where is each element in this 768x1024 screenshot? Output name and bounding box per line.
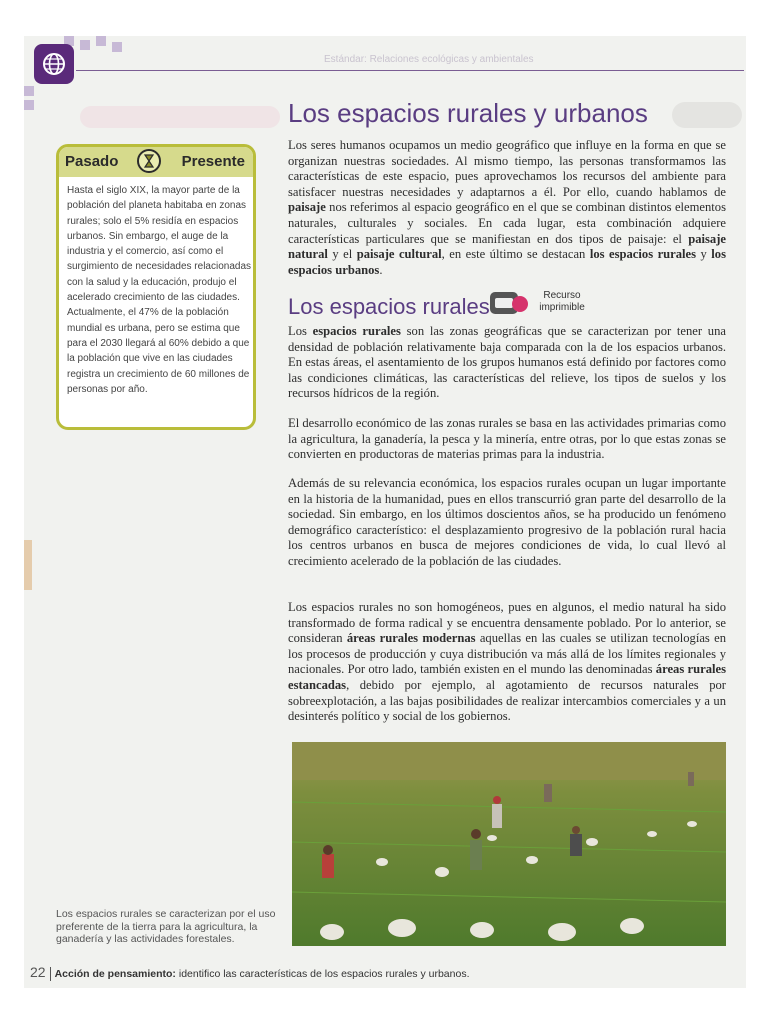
bold-term: áreas rurales estancadas — [288, 662, 726, 692]
page-title: Los espacios rurales y urbanos — [288, 98, 648, 128]
paragraph-economy: El desarrollo económico de las zonas rurales se basa en las actividades primarias como la agricultura, la ganadería, la pesca y la minería, entre otras, por lo que estas zonas se convierten en productoras de materias primas para la industria. — [288, 416, 726, 462]
bleed-through-shape — [672, 102, 742, 128]
text-run: Los — [288, 324, 313, 338]
decor-square — [96, 36, 106, 46]
section-heading: Los espacios rurales — [288, 294, 490, 319]
field-illustration — [292, 742, 726, 946]
bold-term: los espacios urbanos — [288, 247, 726, 277]
text-run: son las zonas geográficas que se caracterizan por tener una densidad de población relativamente baja comparada con la de los espacios urbanos. En estas áreas, el asentamiento de los grupos humanos está definido por factores como las condiciones climáticas, las características del relieve, los tipos de suelos y los recursos hídricos de la región. — [288, 324, 726, 401]
textbook-page — [24, 36, 746, 988]
printable-resource-link[interactable] — [490, 290, 590, 320]
text-run: y — [696, 247, 712, 262]
box-header — [59, 147, 253, 177]
bold-term: espacios rurales — [312, 324, 401, 338]
text-run: Los seres humanos ocupamos un medio geográfico que influye en la forma en que se organizan nuestras sociedades. Al mismo tiempo, las personas transformamos las características de este espacio, pues aprovechamos los recursos del ambiente para satisfacer nuestras necesidades y adaptarnos a él. Por ello, cuando hablamos de — [288, 138, 726, 199]
bold-term: paisaje — [288, 200, 326, 215]
text-run: , en este último se destacan — [441, 247, 590, 262]
box-title-past: Pasado — [65, 153, 119, 170]
bold-term: los espacios rurales — [589, 247, 697, 262]
paragraph-types — [288, 600, 726, 725]
box-text: Hasta el siglo XIX, la mayor parte de la población del planeta habitaba en zonas rurales; solo el 5% residía en espacios urbanos. Sin embargo, el auge de la industria y el comercio, así como el surgimiento de necesidades relacionadas con la salud y la educación, produjo el acelerado crecimiento de las ciudades. Actualmente, el 47% de la población mundial es urbana, pero se estima que para el 2030 llegará al 60% debido a que la población que vive en las ciudades registra un crecimiento de 60 millones de personas por año. — [67, 185, 252, 395]
text-run: y el — [327, 247, 357, 262]
intro-paragraph — [288, 138, 726, 278]
header-rule — [76, 70, 744, 71]
decor-square — [112, 42, 122, 52]
disc-icon — [512, 296, 528, 312]
decor-square — [24, 86, 34, 96]
paragraph-history: Además de su relevancia económica, los espacios rurales ocupan un lugar importante en la historia de la humanidad, pues en ellos transcurrió gran parte del desarrollo de la sociedad. Sin embargo, en los últimos doscientos años, se ha producido un fenómeno demográfico característico: el desplazamiento progresivo de la población rural hacia los centros urbanos en busca de mejores condiciones de vida, lo cual llevó al crecimiento acelerado de la población de las ciudades. — [288, 476, 726, 568]
footer-divider — [50, 967, 51, 981]
hourglass-icon — [137, 149, 161, 173]
bold-term: paisaje natural — [288, 231, 726, 262]
text-run: aquellas en las cuales se utilizan tecnologías en los procesos de producción y cuya distribución va más allá de los límites regionales y nacionales. Por otro lado, también existen en el mundo las denominadas — [288, 631, 727, 677]
bleed-through-shape — [80, 106, 280, 128]
paragraph-definition — [288, 324, 726, 402]
bold-term: áreas rurales modernas — [346, 631, 476, 646]
binding-edge — [24, 540, 32, 590]
decor-square — [80, 40, 90, 50]
decor-square — [24, 100, 34, 110]
text-run: Los espacios rurales no son homogéneos, pues en algunos, el medio natural ha sido transformado de forma radical y se encuentra densamente poblado. Por lo anterior, se consideran — [288, 600, 726, 646]
pasado-presente-box — [56, 144, 256, 430]
running-header: Estándar: Relaciones ecológicas y ambientales — [324, 54, 534, 65]
footer-label: Acción de pensamiento: — [54, 968, 176, 980]
footer-text: identifico las características de los espacios rurales y urbanos. — [175, 968, 470, 980]
text-run: nos referimos al espacio geográfico en el que se combinan distintos elementos naturales, culturales y sociales. En cada lugar, esta combinación adquiere características particulares que se manifiestan en dos tipos de paisaje: el — [288, 200, 726, 246]
text-run: . — [379, 262, 383, 277]
page-number: 22 — [30, 964, 46, 980]
text-run: , debido por ejemplo, al agotamiento de recursos naturales por sobreexplotación, a las bajas posibilidades de realizar intercambios comerciales y a un desinterés político y social de los gobiernos. — [288, 677, 726, 724]
box-title-present: Presente — [181, 153, 245, 170]
photo-caption: Los espacios rurales se caracterizan por el uso preferente de la tierra para la agricultura, la ganadería y las actividades forestales. — [56, 908, 276, 945]
globe-icon — [42, 52, 66, 76]
page-footer — [30, 964, 470, 981]
bold-term: paisaje cultural — [356, 247, 442, 262]
rural-field-photo — [292, 742, 726, 946]
globe-badge — [34, 44, 74, 84]
resource-label: Recurso imprimible — [539, 290, 585, 313]
